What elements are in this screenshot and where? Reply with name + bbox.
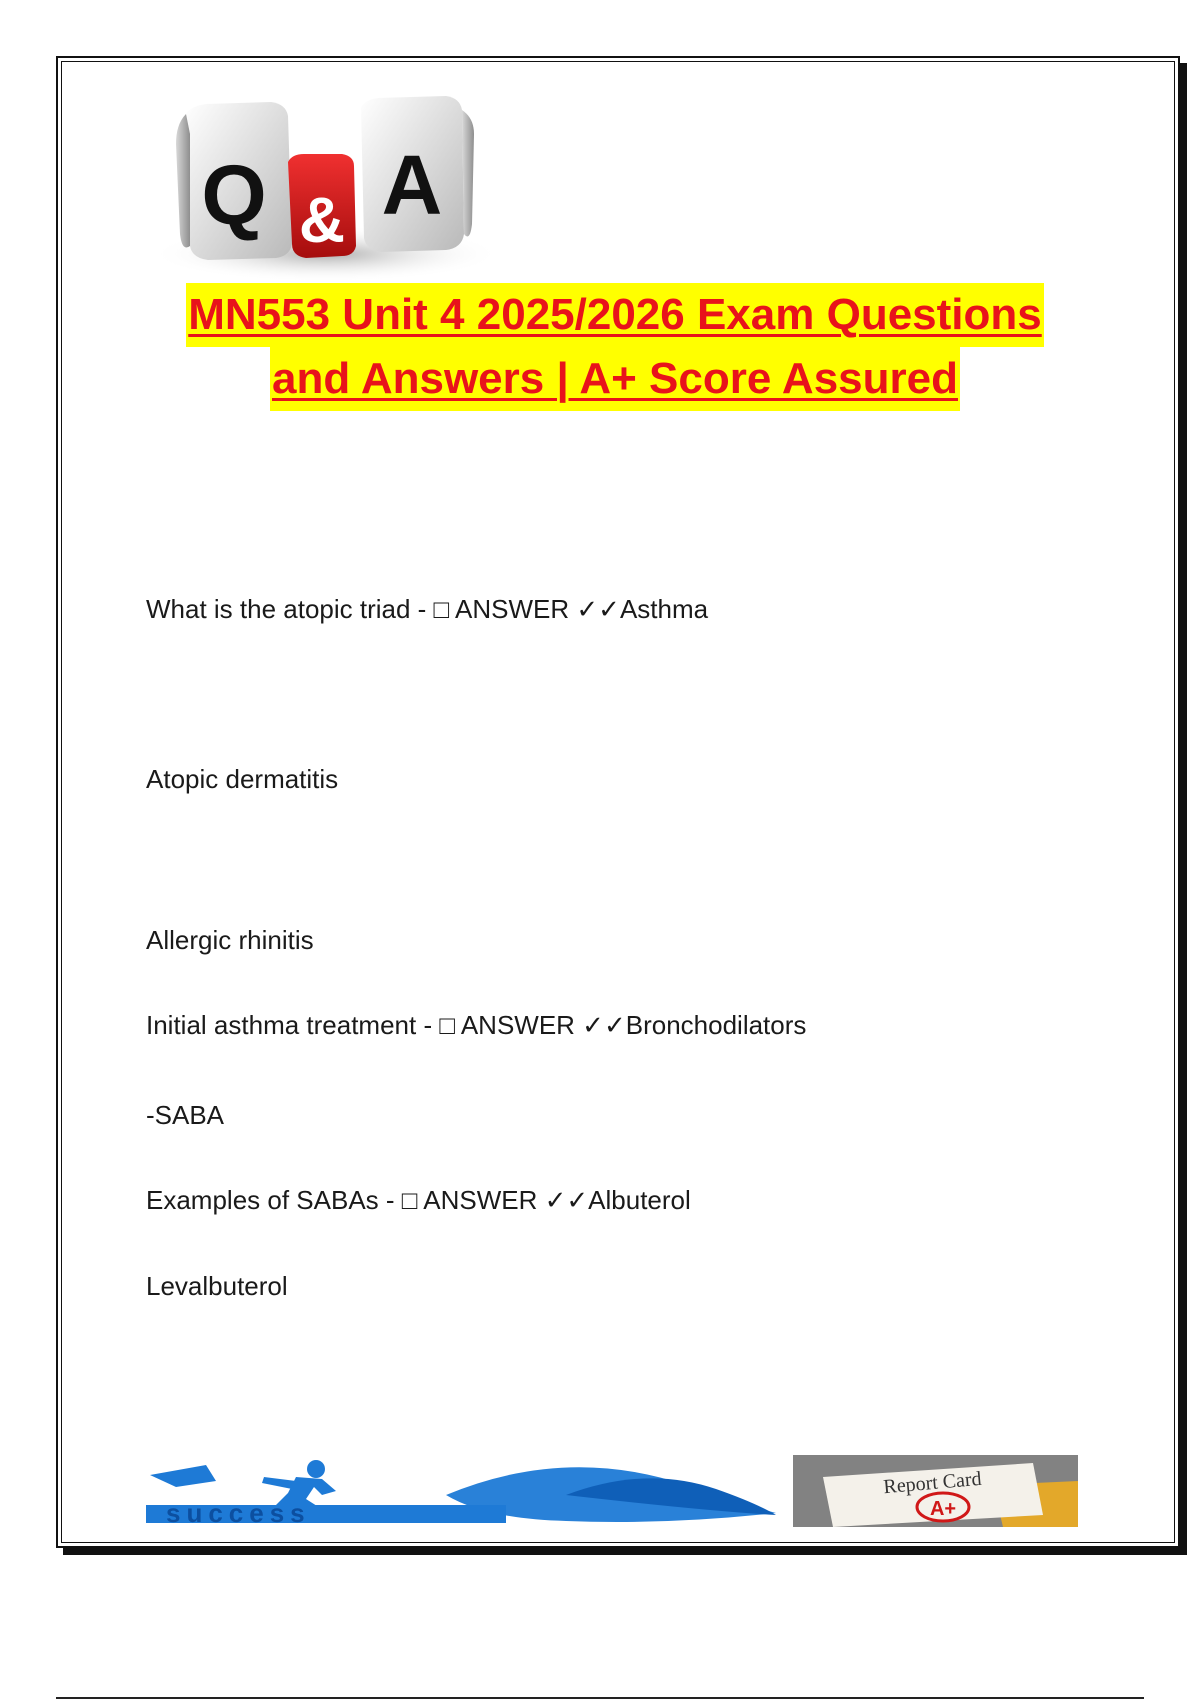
answer-line-levalbuterol: Levalbuterol <box>146 1271 288 1301</box>
success-banner-graphic <box>146 1455 786 1527</box>
success-graphic-text: success <box>166 1498 311 1527</box>
logo-letter-a: A <box>381 138 443 232</box>
question-initial-asthma-treatment: Initial asthma treatment - □ ANSWER ✓✓Bronchodilators <box>146 1010 807 1040</box>
title-line-2: and Answers | A+ Score Assured <box>270 347 960 411</box>
logo-letter-q: Q <box>201 148 267 242</box>
report-card-label: Report Card <box>882 1467 983 1499</box>
logo-ampersand: & <box>298 184 346 256</box>
document-title <box>120 283 1110 411</box>
page-bottom-rule <box>56 1697 1144 1699</box>
question-atopic-triad: What is the atopic triad - □ ANSWER ✓✓Asthma <box>146 594 709 624</box>
question-examples-of-sabas: Examples of SABAs - □ ANSWER ✓✓Albuterol <box>146 1185 691 1215</box>
answer-line-saba: -SABA <box>146 1100 225 1130</box>
answer-line-atopic-dermatitis: Atopic dermatitis <box>146 764 339 794</box>
title-line-1: MN553 Unit 4 2025/2026 Exam Questions <box>186 283 1044 347</box>
answer-line-allergic-rhinitis: Allergic rhinitis <box>146 925 314 955</box>
report-card-grade: A+ <box>929 1498 957 1520</box>
qa-dice-logo <box>146 74 501 284</box>
report-card-image <box>793 1455 1078 1527</box>
